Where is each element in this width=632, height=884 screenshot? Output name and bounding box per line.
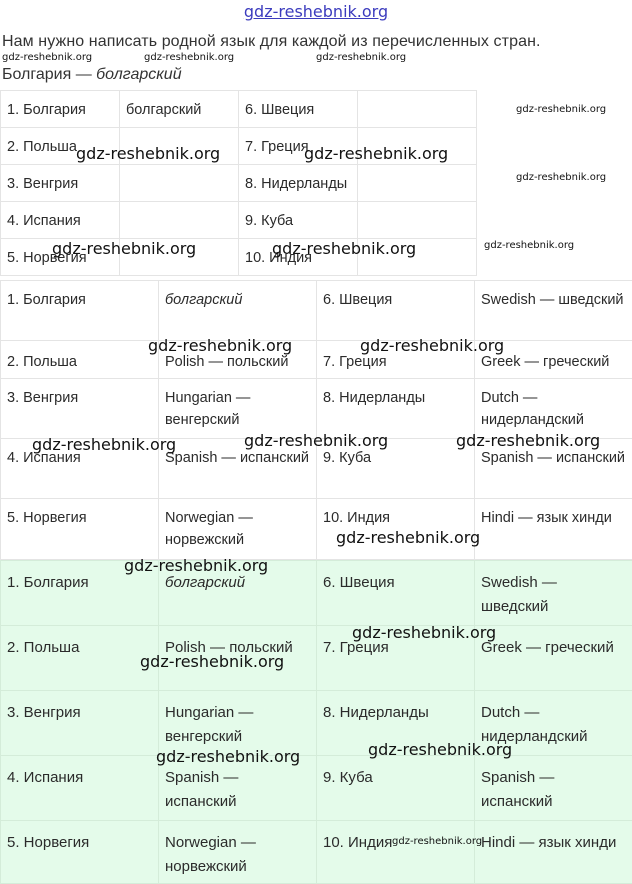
watermark: gdz-reshebnik.org [316,52,407,63]
language-cell: болгарский [159,281,317,341]
table-row [1,202,477,239]
country-cell: 8. Нидерланды [317,379,475,439]
watermark: gdz-reshebnik.org [352,623,497,642]
example-country: Болгария — [2,66,97,83]
watermark: gdz-reshebnik.org [156,747,301,766]
language-cell: Hungarian — венгерский [159,379,317,439]
country-cell: 3. Венгрия [1,379,159,439]
country-cell: 10. Индия [239,239,358,276]
language-cell: болгарский [120,91,239,128]
table-row [1,821,632,884]
example-language: болгарский [96,66,182,83]
language-cell: Spanish — испанский [475,756,632,821]
country-cell: 2. Польша [1,341,159,379]
country-cell: 10. Индия [317,499,475,560]
watermark: gdz-reshebnik.org [360,336,505,355]
language-cell: Polish — польский [159,341,317,379]
language-cell: Hindi — язык хинди [475,821,632,884]
language-cell: Spanish — испанский [159,756,317,821]
table-row [1,499,632,560]
language-cell: Greek — греческий [475,341,632,379]
language-cell [120,202,239,239]
table-row [1,341,632,379]
language-cell: Spanish — испанский [159,439,317,499]
task-text: Нам нужно написать родной язык для каждой из перечисленных стран. [2,33,541,50]
country-cell: 7. Греция [239,128,358,165]
table-row [1,626,632,691]
watermark: gdz-reshebnik.org [484,240,575,251]
watermark: gdz-reshebnik.org [272,239,417,258]
country-cell: 9. Куба [317,439,475,499]
language-cell: болгарский [159,561,317,626]
language-cell: Norwegian — норвежский [159,499,317,560]
language-cell: Greek — греческий [475,626,632,691]
table-row [1,91,477,128]
table-row [1,691,632,756]
language-cell [120,165,239,202]
watermark: gdz-reshebnik.org [516,104,607,115]
example-line [2,66,182,84]
table-row [1,165,477,202]
country-cell: 1. Болгария [1,91,120,128]
country-cell: 5. Норвегия [1,821,159,884]
table-row [1,756,632,821]
country-cell: 9. Куба [239,202,358,239]
language-cell: Hindi — язык хинди [475,499,632,560]
language-cell [358,165,477,202]
watermark: gdz-reshebnik.org [368,740,513,759]
country-cell: 4. Испания [1,202,120,239]
country-cell: 4. Испания [1,439,159,499]
watermark: gdz-reshebnik.org [304,144,449,163]
table-row [1,561,632,626]
country-cell: 6. Швеция [317,281,475,341]
language-cell: Dutch — нидерландский [475,379,632,439]
watermark: gdz-reshebnik.org [516,172,607,183]
country-cell: 6. Швеция [239,91,358,128]
table-row [1,379,632,439]
country-cell: 10. Индия [317,821,475,884]
language-cell: Swedish — шведский [475,561,632,626]
language-cell: Dutch — нидерландский [475,691,632,756]
country-cell: 5. Норвегия [1,239,120,276]
country-cell: 7. Греция [317,341,475,379]
country-cell: 1. Болгария [1,281,159,341]
country-cell: 9. Куба [317,756,475,821]
language-cell: Hungarian — венгерский [159,691,317,756]
answer-table-highlighted [0,560,632,884]
watermark: gdz-reshebnik.org [148,336,293,355]
country-cell: 8. Нидерланды [239,165,358,202]
language-cell: Swedish — шведский [475,281,632,341]
watermark: gdz-reshebnik.org [456,431,601,450]
country-cell: 2. Польша [1,626,159,691]
watermark: gdz-reshebnik.org [32,435,177,454]
country-cell: 1. Болгария [1,561,159,626]
answer-table [0,280,632,560]
country-cell: 4. Испания [1,756,159,821]
watermark: gdz-reshebnik.org [244,431,389,450]
watermark: gdz-reshebnik.org [76,144,221,163]
country-cell: 5. Норвегия [1,499,159,560]
watermark: gdz-reshebnik.org [52,239,197,258]
watermark: gdz-reshebnik.org [124,556,269,575]
table-row [1,281,632,341]
watermark: gdz-reshebnik.org [2,52,93,63]
language-cell: Spanish — испанский [475,439,632,499]
country-cell: 8. Нидерланды [317,691,475,756]
watermark: gdz-reshebnik.org [144,52,235,63]
watermark: gdz-reshebnik.org [140,652,285,671]
language-cell [358,91,477,128]
country-cell: 6. Швеция [317,561,475,626]
language-cell [358,202,477,239]
language-cell: Norwegian — норвежский [159,821,317,884]
watermark: gdz-reshebnik.org [392,836,483,847]
country-cell: 2. Польша [1,128,120,165]
country-cell: 3. Венгрия [1,691,159,756]
watermark: gdz-reshebnik.org [336,528,481,547]
language-cell: Polish — польский [159,626,317,691]
site-title-link[interactable]: gdz-reshebnik.org [243,2,389,21]
country-cell: 7. Греция [317,626,475,691]
country-cell: 3. Венгрия [1,165,120,202]
